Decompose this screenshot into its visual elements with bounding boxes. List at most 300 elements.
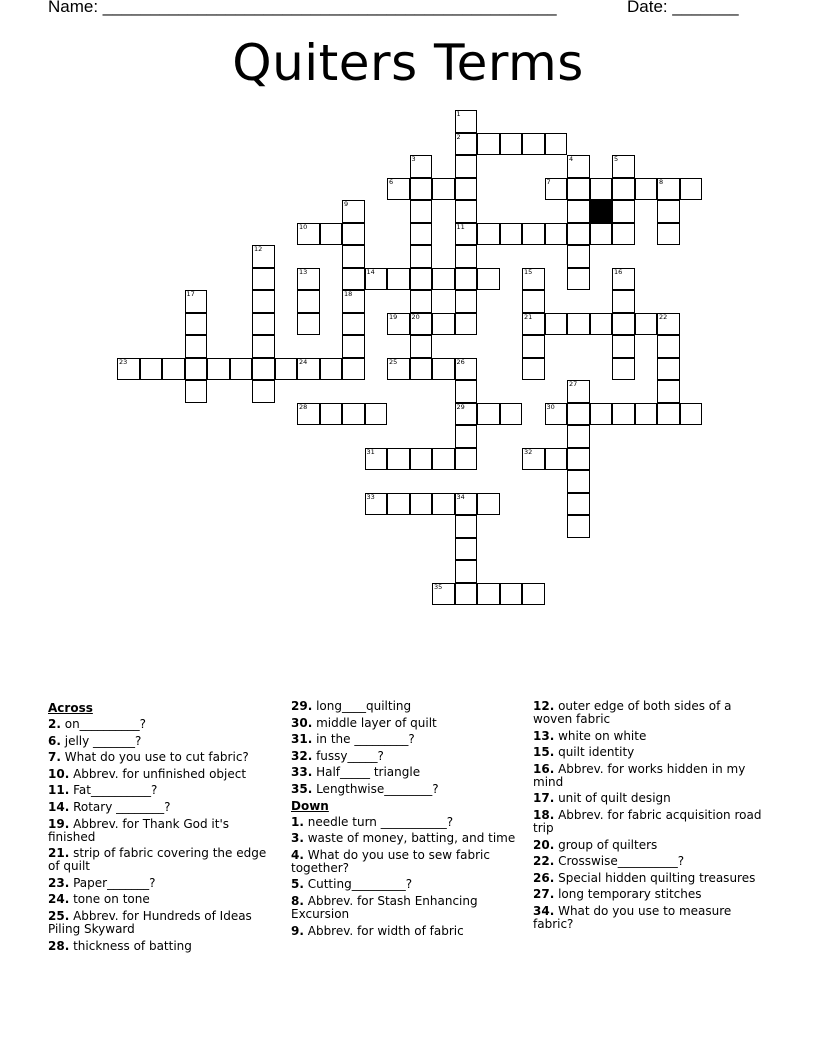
clue-number-label: 16. (533, 761, 555, 776)
crossword-cell[interactable] (297, 313, 320, 336)
clue-item (48, 940, 280, 953)
crossword-cell[interactable] (320, 223, 343, 246)
crossword-cell[interactable] (455, 290, 478, 313)
clue-item (291, 925, 523, 938)
crossword-cell[interactable] (410, 313, 433, 336)
crossword-cell[interactable] (680, 178, 703, 201)
crossword-cell[interactable] (567, 515, 590, 538)
crossword-cell[interactable] (477, 223, 500, 246)
clue-text: long temporary stitches (554, 887, 702, 902)
crossword-cell[interactable] (387, 268, 410, 291)
clue-number-label: 20. (533, 837, 555, 852)
clue-text: Paper_______? (69, 875, 156, 890)
crossword-cell[interactable] (387, 493, 410, 516)
crossword-cell[interactable] (140, 358, 163, 381)
clue-number: 2 (456, 132, 461, 141)
crossword-cell[interactable] (545, 223, 568, 246)
clue-item (291, 849, 523, 875)
clue-item (291, 766, 523, 779)
clue-item (48, 877, 280, 890)
clue-number: 8 (659, 177, 664, 186)
clue-text: What do you use to sew fabric together? (291, 847, 490, 875)
clue-text: Rotary ________? (69, 799, 171, 814)
crossword-cell[interactable] (522, 448, 545, 471)
clue-text: fussy_____? (312, 748, 384, 763)
crossword-cell[interactable] (657, 223, 680, 246)
clue-text: in the _________? (312, 732, 415, 747)
crossword-cell[interactable] (342, 358, 365, 381)
clue-item (533, 888, 773, 901)
clue-text: jelly _______? (60, 733, 142, 748)
clue-number: 27 (569, 380, 578, 388)
crossword-cell[interactable] (455, 583, 478, 606)
crossword-cell[interactable] (455, 155, 478, 178)
crossword-cell[interactable] (185, 380, 208, 403)
clue-item (48, 910, 280, 936)
clue-number-label: 13. (533, 728, 555, 743)
crossword-cell[interactable] (297, 358, 320, 381)
clue-text: outer edge of both sides of a woven fabric (533, 699, 732, 726)
clue-text: Abbrev. for unfinished object (69, 766, 247, 781)
clue-number: 5 (614, 155, 619, 163)
crossword-cell[interactable] (455, 448, 478, 471)
clue-number: 15 (524, 267, 533, 276)
clue-text: Abbrev. for width of fabric (303, 923, 464, 938)
crossword-cell[interactable] (657, 380, 680, 403)
clue-text: waste of money, batting, and time (303, 831, 516, 846)
crossword-cell[interactable] (500, 583, 523, 606)
clue-item (291, 878, 523, 891)
clue-number: 10 (299, 222, 308, 231)
clue-number: 14 (366, 267, 375, 276)
crossword-cell[interactable] (522, 268, 545, 291)
crossword-cell[interactable] (455, 268, 478, 291)
crossword-cell[interactable] (185, 335, 208, 358)
crossword-cell[interactable] (207, 358, 230, 381)
clue-number-label: 24. (48, 892, 70, 907)
crossword-cell[interactable] (410, 358, 433, 381)
clue-item (533, 809, 773, 835)
crossword-cell[interactable] (657, 335, 680, 358)
crossword-cell[interactable] (522, 290, 545, 313)
clue-number: 19 (389, 312, 398, 321)
clue-number: 33 (366, 492, 375, 501)
clue-number: 26 (456, 357, 465, 366)
clue-text: quilt identity (554, 745, 635, 760)
clue-item (533, 855, 773, 868)
crossword-cell[interactable] (612, 155, 635, 178)
crossword-cell[interactable] (500, 403, 523, 426)
clue-number: 11 (456, 222, 465, 231)
crossword-cell[interactable] (545, 448, 568, 471)
clue-number: 17 (186, 290, 195, 298)
crossword-cell[interactable] (365, 268, 388, 291)
crossword-cell[interactable] (432, 268, 455, 291)
clue-number-label: 28. (48, 938, 70, 953)
clue-text: What do you use to measure fabric? (533, 903, 732, 931)
clue-number-label: 12. (533, 699, 555, 713)
clue-item (533, 872, 773, 885)
crossword-cell[interactable] (387, 448, 410, 471)
crossword-cell[interactable] (342, 335, 365, 358)
clue-text: Abbrev. for Stash Enhancing Excursion (291, 893, 478, 921)
clue-text: on__________? (60, 717, 147, 731)
clue-number-label: 33. (291, 765, 313, 780)
crossword-cell[interactable] (590, 403, 613, 426)
clue-item (48, 818, 280, 844)
crossword-cell[interactable] (612, 358, 635, 381)
crossword-cell[interactable] (320, 358, 343, 381)
crossword-cell[interactable] (545, 178, 568, 201)
clue-number-label: 14. (48, 799, 70, 814)
crossword-cell[interactable] (590, 313, 613, 336)
clue-number-label: 8. (291, 893, 304, 908)
crossword-cell[interactable] (185, 358, 208, 381)
crossword-cell[interactable] (657, 178, 680, 201)
crossword-cell[interactable] (455, 313, 478, 336)
crossword-cell[interactable] (365, 403, 388, 426)
crossword-cell[interactable] (410, 448, 433, 471)
crossword-cell[interactable] (410, 493, 433, 516)
crossword-cell[interactable] (365, 448, 388, 471)
crossword-cell[interactable] (230, 358, 253, 381)
clue-number-label: 18. (533, 807, 555, 822)
clue-text: white on white (554, 728, 647, 743)
crossword-cell[interactable] (612, 268, 635, 291)
clue-number: 30 (546, 402, 555, 411)
clue-number: 34 (456, 492, 465, 501)
clue-number-label: 35. (291, 781, 313, 796)
crossword-cell[interactable] (320, 403, 343, 426)
crossword-cell[interactable] (545, 133, 568, 156)
clue-text: Lengthwise________? (312, 781, 439, 796)
clue-item (48, 847, 280, 873)
crossword-cell[interactable] (387, 178, 410, 201)
crossword-cell[interactable] (455, 380, 478, 403)
clue-number: 9 (344, 200, 349, 208)
clue-number: 16 (614, 267, 623, 276)
clue-text: Fat__________? (69, 783, 158, 798)
clue-number-label: 23. (48, 875, 70, 890)
crossword-cell[interactable] (635, 178, 658, 201)
clue-item (291, 733, 523, 746)
clue-number: 20 (411, 312, 420, 321)
crossword-cell[interactable] (612, 223, 635, 246)
crossword-cell[interactable] (252, 245, 275, 268)
crossword-cell[interactable] (455, 538, 478, 561)
crossword-cell[interactable] (297, 268, 320, 291)
clue-number-label: 32. (291, 748, 313, 763)
clue-number: 31 (366, 447, 375, 456)
crossword-cell[interactable] (432, 583, 455, 606)
crossword-cell[interactable] (342, 313, 365, 336)
clue-number: 4 (569, 155, 574, 163)
crossword-cell[interactable] (567, 313, 590, 336)
clue-number-label: 31. (291, 732, 313, 747)
clue-number-label: 25. (48, 908, 70, 923)
crossword-cell[interactable] (567, 425, 590, 448)
clue-item (533, 746, 773, 759)
clue-item (48, 735, 280, 748)
crossword-cell[interactable] (522, 358, 545, 381)
clue-column-2 (291, 700, 523, 941)
clue-text: Abbrev. for Hundreds of Ideas Piling Skyward (48, 908, 252, 936)
crossword-cell[interactable] (342, 290, 365, 313)
crossword-cell[interactable] (477, 268, 500, 291)
crossword-cell[interactable] (410, 335, 433, 358)
clue-number-label: 7. (48, 750, 61, 765)
crossword-cell[interactable] (455, 133, 478, 156)
clue-item (291, 895, 523, 921)
crossword-cell[interactable] (657, 358, 680, 381)
clue-number-label: 9. (291, 923, 304, 938)
crossword-cell[interactable] (432, 448, 455, 471)
crossword-cell[interactable] (567, 493, 590, 516)
crossword-cell[interactable] (410, 200, 433, 223)
crossword-cell[interactable] (567, 268, 590, 291)
crossword-cell[interactable] (410, 268, 433, 291)
page-title: Quiters Terms (232, 34, 584, 92)
crossword-cell[interactable] (567, 470, 590, 493)
crossword-cell[interactable] (680, 403, 703, 426)
crossword-cell[interactable] (567, 380, 590, 403)
clue-number-label: 15. (533, 745, 555, 760)
clue-number: 21 (524, 312, 533, 321)
crossword-cell[interactable] (342, 245, 365, 268)
clue-number-label: 3. (291, 831, 304, 846)
crossword-cell[interactable] (252, 335, 275, 358)
crossword-cell[interactable] (432, 313, 455, 336)
clue-number: 12 (254, 245, 263, 253)
clue-number: 3 (411, 155, 416, 163)
crossword-cell[interactable] (432, 493, 455, 516)
crossword-cell[interactable] (342, 223, 365, 246)
clue-number: 24 (299, 357, 308, 366)
crossword-cell[interactable] (612, 335, 635, 358)
crossword-cell[interactable] (185, 313, 208, 336)
crossword-cell[interactable] (612, 290, 635, 313)
clue-text: Abbrev. for fabric acquisition road trip (533, 807, 762, 835)
crossword-cell[interactable] (297, 223, 320, 246)
clue-item (291, 750, 523, 763)
clue-number-label: 5. (291, 877, 304, 892)
crossword-cell[interactable] (455, 200, 478, 223)
crossword-cell[interactable] (252, 313, 275, 336)
clue-text: Crosswise__________? (554, 854, 685, 869)
crossword-cell[interactable] (297, 290, 320, 313)
crossword-cell[interactable] (455, 493, 478, 516)
clue-item (291, 832, 523, 845)
clue-item (533, 905, 773, 931)
crossword-cell[interactable] (522, 583, 545, 606)
crossword-cell[interactable] (477, 403, 500, 426)
crossword-cell[interactable] (342, 200, 365, 223)
crossword-cell[interactable] (567, 245, 590, 268)
crossword-cell[interactable] (455, 358, 478, 381)
clue-item (48, 784, 280, 797)
crossword-cell[interactable] (410, 290, 433, 313)
clue-text: Abbrev. for Thank God it's finished (48, 816, 230, 844)
clue-text: unit of quilt design (554, 791, 671, 806)
crossword-cell[interactable] (342, 268, 365, 291)
crossword-cell[interactable] (117, 358, 140, 381)
clue-number: 22 (659, 312, 668, 321)
clue-text: group of quilters (554, 837, 658, 852)
crossword-cell[interactable] (455, 178, 478, 201)
crossword-cell[interactable] (410, 223, 433, 246)
clue-item (48, 801, 280, 814)
clue-item (533, 763, 773, 789)
across-heading: Across (48, 701, 93, 715)
clue-number-label: 29. (291, 699, 313, 713)
clue-number: 1 (456, 110, 461, 118)
clue-item (291, 700, 523, 713)
crossword-cell[interactable] (432, 178, 455, 201)
clue-item (291, 816, 523, 829)
crossword-cell[interactable] (612, 313, 635, 336)
clue-number: 29 (456, 402, 465, 411)
crossword-cell[interactable] (455, 425, 478, 448)
crossword-cell[interactable] (410, 155, 433, 178)
crossword-cell[interactable] (567, 178, 590, 201)
crossword-cell[interactable] (590, 178, 613, 201)
crossword-cell[interactable] (477, 133, 500, 156)
crossword-cell[interactable] (612, 178, 635, 201)
clue-number: 25 (389, 357, 398, 366)
crossword-cell[interactable] (657, 200, 680, 223)
crossword-cell[interactable] (455, 560, 478, 583)
crossword-cell[interactable] (252, 268, 275, 291)
crossword-cell[interactable] (567, 223, 590, 246)
crossword-cell[interactable] (522, 335, 545, 358)
crossword-cell[interactable] (455, 403, 478, 426)
down-heading: Down (291, 798, 329, 813)
clue-text: needle turn ___________? (303, 814, 454, 829)
crossword-cell[interactable] (657, 403, 680, 426)
clue-number: 6 (389, 177, 394, 186)
crossword-cell[interactable] (162, 358, 185, 381)
clue-number-label: 17. (533, 791, 555, 806)
clue-number: 23 (119, 357, 128, 366)
crossword-cell[interactable] (410, 245, 433, 268)
clue-item (533, 730, 773, 743)
crossword-cell[interactable] (500, 223, 523, 246)
black-square (590, 200, 613, 223)
clue-item (533, 839, 773, 852)
crossword-cell[interactable] (455, 110, 478, 133)
clue-column-1 (48, 700, 280, 956)
crossword-cell[interactable] (567, 403, 590, 426)
crossword-cell[interactable] (342, 403, 365, 426)
crossword-cell[interactable] (545, 313, 568, 336)
crossword-cell[interactable] (590, 223, 613, 246)
clue-number: 13 (299, 267, 308, 276)
crossword-cell[interactable] (522, 313, 545, 336)
crossword-cell[interactable] (567, 448, 590, 471)
crossword-cell[interactable] (275, 358, 298, 381)
clue-number-label: 1. (291, 814, 304, 829)
clue-item (48, 751, 280, 764)
crossword-cell[interactable] (477, 583, 500, 606)
clue-number-label: 22. (533, 854, 555, 869)
name-field-line[interactable]: Name: ________________________________________________ (48, 0, 557, 16)
clue-text: Half_____ triangle (312, 765, 421, 780)
crossword-cell[interactable] (387, 313, 410, 336)
crossword-cell[interactable] (455, 223, 478, 246)
clue-number-label: 27. (533, 887, 555, 902)
crossword-cell[interactable] (635, 403, 658, 426)
clue-number: 35 (434, 582, 443, 591)
clue-number: 28 (299, 402, 308, 411)
clue-item (48, 718, 280, 731)
clue-item (48, 768, 280, 781)
clue-number-label: 21. (48, 846, 70, 861)
crossword-cell[interactable] (432, 358, 455, 381)
crossword-cell[interactable] (185, 290, 208, 313)
crossword-cell[interactable] (252, 290, 275, 313)
crossword-cell[interactable] (635, 313, 658, 336)
crossword-cell[interactable] (567, 200, 590, 223)
clue-text: middle layer of quilt (312, 715, 437, 730)
clue-text: long____quilting (312, 699, 412, 713)
crossword-cell[interactable] (612, 403, 635, 426)
crossword-cell[interactable] (455, 515, 478, 538)
clue-number-label: 10. (48, 766, 70, 781)
clue-text: What do you use to cut fabric? (60, 750, 249, 765)
clue-number-label: 26. (533, 870, 555, 885)
clue-item (533, 792, 773, 805)
clue-text: thickness of batting (69, 938, 192, 953)
clue-item (48, 893, 280, 906)
clue-number-label: 30. (291, 715, 313, 730)
date-field-line[interactable]: Date: _______ (627, 0, 739, 16)
crossword-cell[interactable] (500, 133, 523, 156)
crossword-cell[interactable] (252, 358, 275, 381)
clue-text: tone on tone (69, 892, 150, 907)
crossword-cell[interactable] (545, 403, 568, 426)
crossword-cell[interactable] (297, 403, 320, 426)
clue-number-label: 4. (291, 847, 304, 862)
crossword-cell[interactable] (657, 313, 680, 336)
clue-number-label: 6. (48, 733, 61, 748)
crossword-cell[interactable] (477, 493, 500, 516)
clue-number-label: 34. (533, 903, 555, 918)
clue-item (533, 700, 773, 726)
crossword-cell[interactable] (387, 358, 410, 381)
clue-number: 32 (524, 447, 533, 456)
clue-number-label: 19. (48, 816, 70, 831)
crossword-cell[interactable] (567, 155, 590, 178)
crossword-cell[interactable] (612, 200, 635, 223)
clue-column-3 (533, 700, 773, 935)
crossword-cell[interactable] (252, 380, 275, 403)
crossword-cell[interactable] (365, 493, 388, 516)
clue-item (291, 717, 523, 730)
clue-number: 18 (344, 290, 353, 298)
clue-number-label: 2. (48, 717, 61, 731)
crossword-cell[interactable] (455, 245, 478, 268)
clue-item (291, 783, 523, 796)
clue-text: strip of fabric covering the edge of quilt (48, 846, 267, 874)
clue-text: Cutting_________? (303, 877, 413, 892)
clue-text: Abbrev. for works hidden in my mind (533, 761, 746, 789)
crossword-cell[interactable] (410, 178, 433, 201)
clue-number-label: 11. (48, 783, 70, 798)
crossword-cell[interactable] (522, 133, 545, 156)
crossword-cell[interactable] (522, 223, 545, 246)
clue-number: 7 (546, 177, 551, 186)
clue-text: Special hidden quilting treasures (554, 870, 756, 885)
